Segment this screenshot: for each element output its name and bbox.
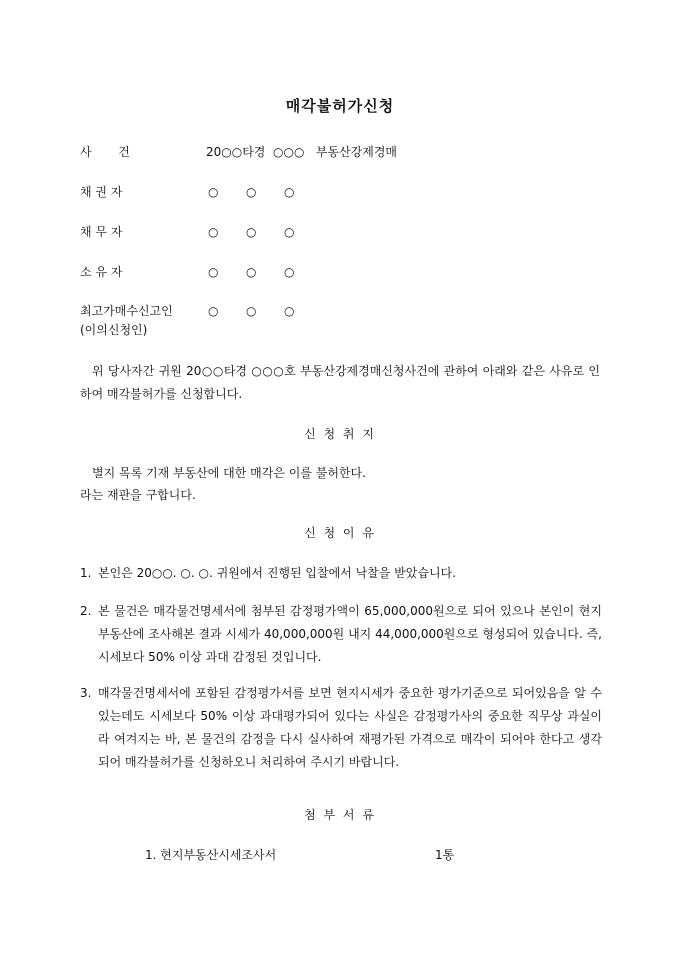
attachment-quantity: 1통 [435, 848, 455, 862]
field-label: 최고가매수신고인 [80, 304, 173, 318]
bidder-sublabel: (이의신청인) [80, 323, 148, 337]
reason-text: 매각물건명세서에 포함된 감정평가서를 보면 현지시세가 중요한 평가기준으로 되어있음을 알 수 있는데도 시세보다 50% 이상 과대평가되어 있다는 사실은 감정평가사의 중요한 직무상 과실이라 여겨지는 바, 본 물건의 감정을 다시 실사하여 재평가된 가격으로 매각이 되어야 한다고 생각되어 매각불허가를 신청하오니 처리하여 주시기 바랍니다. [98, 686, 602, 769]
field-name: ○ ○ ○ [208, 225, 295, 239]
field-name: ○ ○ ○ [208, 265, 295, 279]
field-value: 20○○타경 ○○○ 부동산강제경매 [206, 145, 398, 159]
field-label: 채 권 자 [80, 185, 123, 199]
attachment-item [145, 845, 465, 865]
reason-item [80, 682, 602, 774]
reason-number: 3. [80, 686, 92, 700]
purpose-line: 라는 재판을 구합니다. [80, 488, 196, 502]
field-name: ○ ○ ○ [208, 304, 295, 318]
document-title: 매각불허가신청 [285, 97, 395, 115]
intro-paragraph: 위 당사자간 귀원 20○○타경 ○○○호 부동산강제경매신청사건에 관하여 아래와 같은 사유로 인하여 매각불허가를 신청합니다. [80, 364, 600, 401]
attachment-label: 1. 현지부동산시세조사서 [145, 848, 277, 862]
field-name: ○ ○ ○ [208, 185, 295, 199]
reason-text: 본 물건은 매각물건명세서에 첨부된 감정평가액이 65,000,000원으로 되어 있으나 본인이 현지 부동산에 조사해본 결과 시세가 40,000,000원 내지 44,000,000원으로 형성되어 있습니다. 즉, 시세보다 50% 이상 과대 감정된 것입니다. [98, 604, 602, 664]
reason-number: 1. [80, 566, 92, 580]
reason-number: 2. [80, 604, 92, 618]
field-label: 사 건 [80, 145, 130, 159]
purpose-heading: 신 청 취 지 [304, 427, 376, 441]
reason-item [80, 562, 602, 585]
field-label: 채 무 자 [80, 225, 123, 239]
field-label: 소 유 자 [80, 265, 123, 279]
reason-item [80, 600, 602, 669]
reason-text: 본인은 20○○. ○. ○. 귀원에서 진행된 입찰에서 낙찰을 받았습니다. [98, 566, 456, 580]
reason-heading: 신 청 이 유 [304, 526, 376, 540]
purpose-line: 별지 목록 기재 부동산에 대한 매각은 이를 불허한다. [92, 466, 366, 480]
attachments-heading: 첨 부 서 류 [304, 808, 376, 822]
